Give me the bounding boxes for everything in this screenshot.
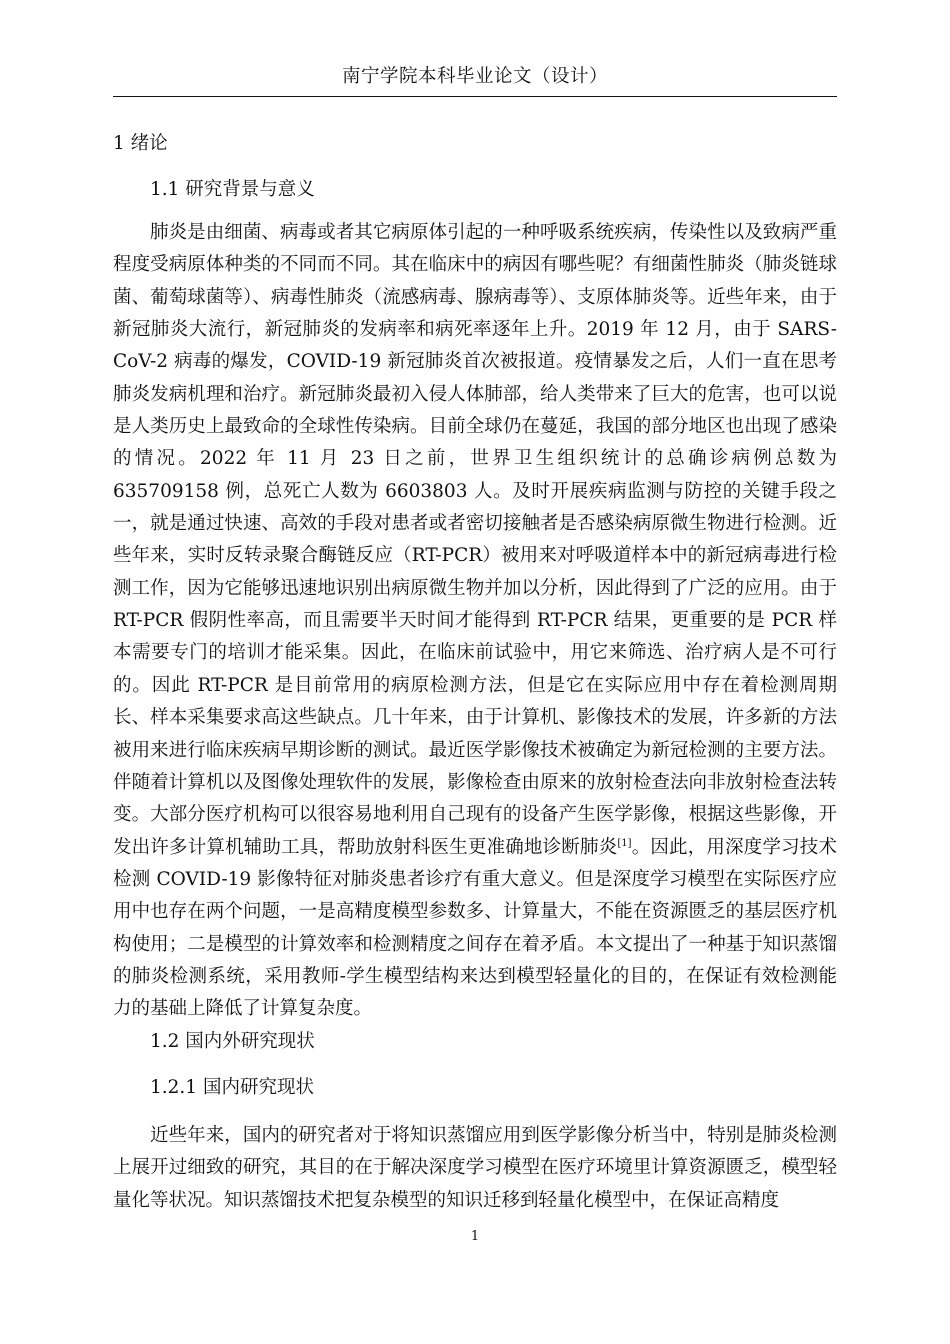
paragraph-background-text: 肺炎是由细菌、病毒或者其它病原体引起的一种呼吸系统疾病，传染性以及致病严重程度受病原体种类的不同而不同。其在临床中的病因有哪些呢？有细菌性肺炎（肺炎链球菌、葡萄球菌等）、病毒性肺炎（流感病毒、腺病毒等）、支原体肺炎等。近些年来，由于新冠肺炎大流行，新冠肺炎的发病率和病死率逐年上升。2019 年 12 月，由于 SARS-CoV-2 病毒的爆发，COVID-19 新冠肺炎首次被报道。疫情暴发之后，人们一直在思考肺炎发病机理和治疗。新冠肺炎最初入侵人体肺部，给人类带来了巨大的危害，也可以说是人类历史上最致命的全球性传染病。目前全球仍在蔓延，我国的部分地区也出现了感染的情况。2022 年 11 月 23 日之前，世界卫生组织统计的总确诊病例总数为 635709158 例，总死亡人数为 6603803 人。及时开展疾病监测与防控的关键手段之一，就是通过快速、高效的手段对患者或者密切接触者是否感染病原微生物进行检测。近些年来，实时反转录聚合酶链反应（RT-PCR）被用来对呼吸道样本中的新冠病毒进行检测工作，因为它能够迅速地识别出病原微生物并加以分析，因此得到了广泛的应用。由于 RT-PCR 假阴性率高，而且需要半天时间才能得到 RT-PCR 结果，更重要的是 PCR 样本需要专门的培训才能采集。因此，在临床前试验中，用它来筛选、治疗病人是不可行的。因此 RT-PCR 是目前常用的病原检测方法，但是它在实际应用中存在着检测周期长、样本采集要求高这些缺点。几十年来，由于计算机、影像技术的发展，许多新的方法被用来进行临床疾病早期诊断的测试。最近医学影像技术被确定为新冠检测的主要方法。伴随着计算机以及图像处理软件的发展，影像检查由原来的放射检查法向非放射检查法转变。大部分医疗机构可以很容易地利用自己现有的设备产生医学影像，根据这些影像，开发出许多计算机辅助工具，帮助放射科医生更准确地诊断肺炎 xyxy=(113,222,837,858)
page-header: 南宁学院本科毕业论文（设计） xyxy=(341,66,608,87)
paragraph-background xyxy=(113,217,837,1026)
header-rule xyxy=(113,96,837,97)
paragraph-background-text-cont: 。因此，用深度学习技术检测 COVID-19 影像特征对肺炎患者诊疗有重大意义。但是深度学习模型在实际医疗应用中也存在两个问题，一是高精度模型参数多、计算量大，不能在资源匮乏的基层医疗机构使用；二是模型的计算效率和检测精度之间存在着矛盾。本文提出了一种基于知识蒸馏的肺炎检测系统，采用教师-学生模型结构来达到模型轻量化的目的，在保证有效检测能力的基础上降低了计算复杂度。 xyxy=(113,836,837,1020)
section-heading-1-1: 1.1 研究背景与意义 xyxy=(150,179,315,200)
paragraph-domestic-research: 近些年来，国内的研究者对于将知识蒸馏应用到医学影像分析当中，特别是肺炎检测上展开过细致的研究，其目的在于解决深度学习模型在医疗环境里计算资源匮乏，模型轻量化等状况。知识蒸馏技术把复杂模型的知识迁移到轻量化模型中，在保证高精度 xyxy=(113,1125,837,1211)
section-heading-1-2: 1.2 国内外研究现状 xyxy=(150,1031,315,1052)
citation-1: [1] xyxy=(617,837,632,849)
chapter-heading: 1 绪论 xyxy=(113,133,168,154)
page-number: 1 xyxy=(470,1229,480,1244)
subsection-heading-1-2-1: 1.2.1 国内研究现状 xyxy=(150,1077,314,1098)
